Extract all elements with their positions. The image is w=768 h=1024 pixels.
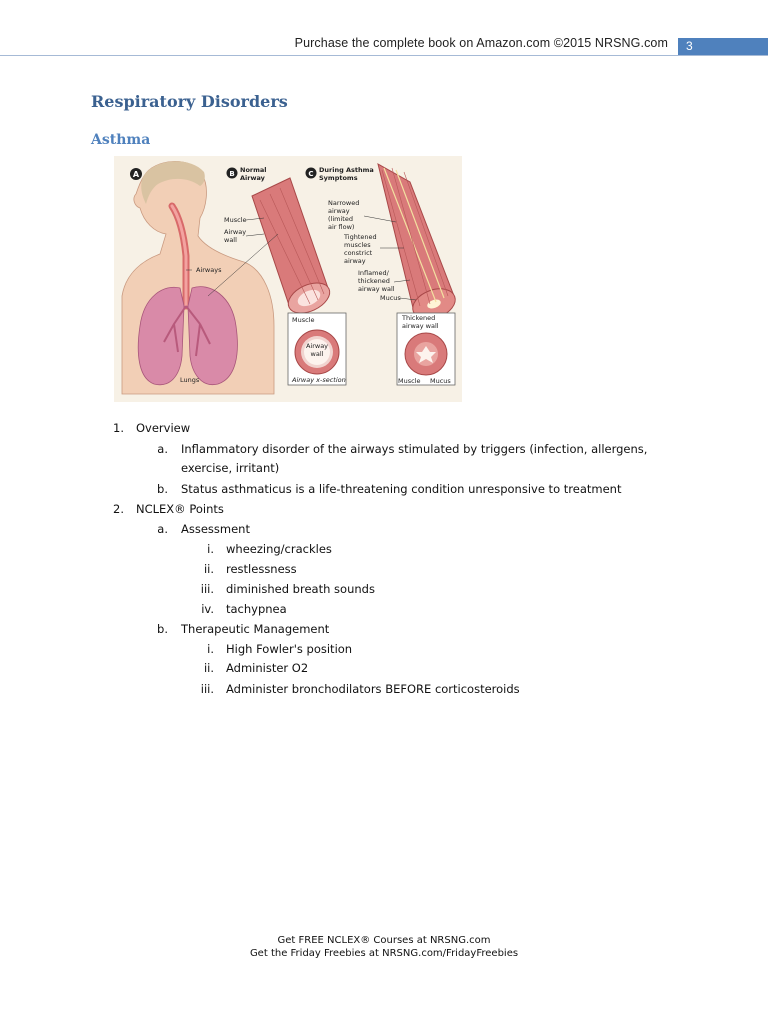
inset1-muscle-label: Muscle	[292, 316, 315, 324]
item1a-line1: Inflammatory disorder of the airways stimulated by triggers (infection, allergens,	[181, 442, 648, 456]
inset2-title-1: Thickened	[402, 314, 436, 322]
item2a-text: Assessment	[181, 522, 250, 536]
tightened-label-3: constrict	[344, 249, 373, 257]
item2a-i-text: wheezing/crackles	[226, 542, 332, 556]
item2b-marker: b.	[157, 622, 168, 636]
item2b-iii-text: Administer bronchodilators BEFORE corticosteroids	[226, 682, 520, 696]
panel-b-label: B	[229, 170, 235, 178]
airway-wall-label-2: wall	[224, 236, 237, 244]
item2-marker: 2.	[113, 502, 124, 516]
narrowed-label-4: air flow)	[328, 223, 355, 231]
item2b-ii-text: Administer O2	[226, 661, 309, 675]
item2a-i-marker: i.	[207, 542, 214, 556]
item2a-iii-text: diminished breath sounds	[226, 582, 375, 596]
during-asthma-label-1: During Asthma	[319, 166, 374, 174]
tightened-label-1: Tightened	[344, 233, 377, 241]
item2a-marker: a.	[157, 522, 168, 536]
item2b-i-text: High Fowler's position	[226, 642, 353, 656]
mucus-label: Mucus	[380, 294, 401, 302]
section-title: Respiratory Disorders	[91, 92, 288, 111]
footer	[0, 934, 768, 960]
inset2-title-2: airway wall	[402, 322, 439, 330]
inflamed-label-3: airway wall	[358, 285, 395, 293]
item2a-iii-marker: iii.	[200, 582, 214, 596]
during-asthma-label-2: Symptoms	[319, 174, 358, 182]
narrowed-label-3: (limited	[328, 215, 353, 223]
tightened-label-4: airway	[344, 257, 366, 265]
inset2-muscle-label: Muscle	[398, 377, 421, 385]
item1-marker: 1.	[113, 421, 124, 435]
panel-c-label: C	[308, 170, 314, 178]
inflamed-label-1: Inflamed/	[358, 269, 389, 277]
inset1-caption: Airway x-section	[292, 376, 346, 384]
footer-line-1: Get FREE NCLEX® Courses at NRSNG.com	[277, 935, 491, 946]
item2a-iv-text: tachypnea	[226, 602, 287, 616]
item1a-line2: exercise, irritant)	[181, 461, 280, 475]
inflamed-label-2: thickened	[358, 277, 390, 285]
inset1-airway-wall-1: Airway	[305, 342, 329, 350]
inset2-mucus-label: Mucus	[430, 377, 451, 385]
header-rule	[0, 55, 768, 56]
item2a-ii-marker: ii.	[203, 562, 214, 576]
lungs-label: Lungs	[180, 376, 200, 384]
muscle-label: Muscle	[224, 216, 247, 224]
narrowed-label-1: Narrowed	[328, 199, 360, 207]
airways-label: Airways	[196, 266, 222, 274]
tightened-label-2: muscles	[344, 241, 371, 249]
item2-text: NCLEX® Points	[136, 502, 224, 516]
asthma-illustration	[114, 156, 462, 402]
item1b-text: Status asthmaticus is a life-threatening condition unresponsive to treatment	[181, 482, 622, 496]
page-number-tab	[678, 38, 768, 55]
item1b-marker: b.	[157, 482, 168, 496]
normal-airway-label-1: Normal	[240, 166, 267, 174]
item2b-i-marker: i.	[207, 642, 214, 656]
item1a-marker: a.	[157, 442, 168, 456]
airway-wall-label-1: Airway	[224, 228, 247, 236]
narrowed-label-2: airway	[328, 207, 350, 215]
normal-airway-label-2: Airway	[240, 174, 265, 182]
item2b-text: Therapeutic Management	[181, 622, 330, 636]
item2a-iv-marker: iv.	[201, 602, 214, 616]
footer-line-2: Get the Friday Freebies at NRSNG.com/FridayFreebies	[249, 948, 519, 959]
item2b-ii-marker: ii.	[203, 661, 214, 675]
item1-text: Overview	[136, 421, 191, 435]
subsection-title: Asthma	[91, 132, 151, 148]
page-number: 3	[686, 39, 693, 53]
header-text: Purchase the complete book on Amazon.com ©2015 NRSNG.com	[294, 36, 668, 50]
item2b-iii-marker: iii.	[200, 682, 214, 696]
panel-a-label: A	[132, 170, 140, 179]
item2a-ii-text: restlessness	[226, 562, 297, 576]
inset1-airway-wall-2: wall	[310, 350, 324, 358]
